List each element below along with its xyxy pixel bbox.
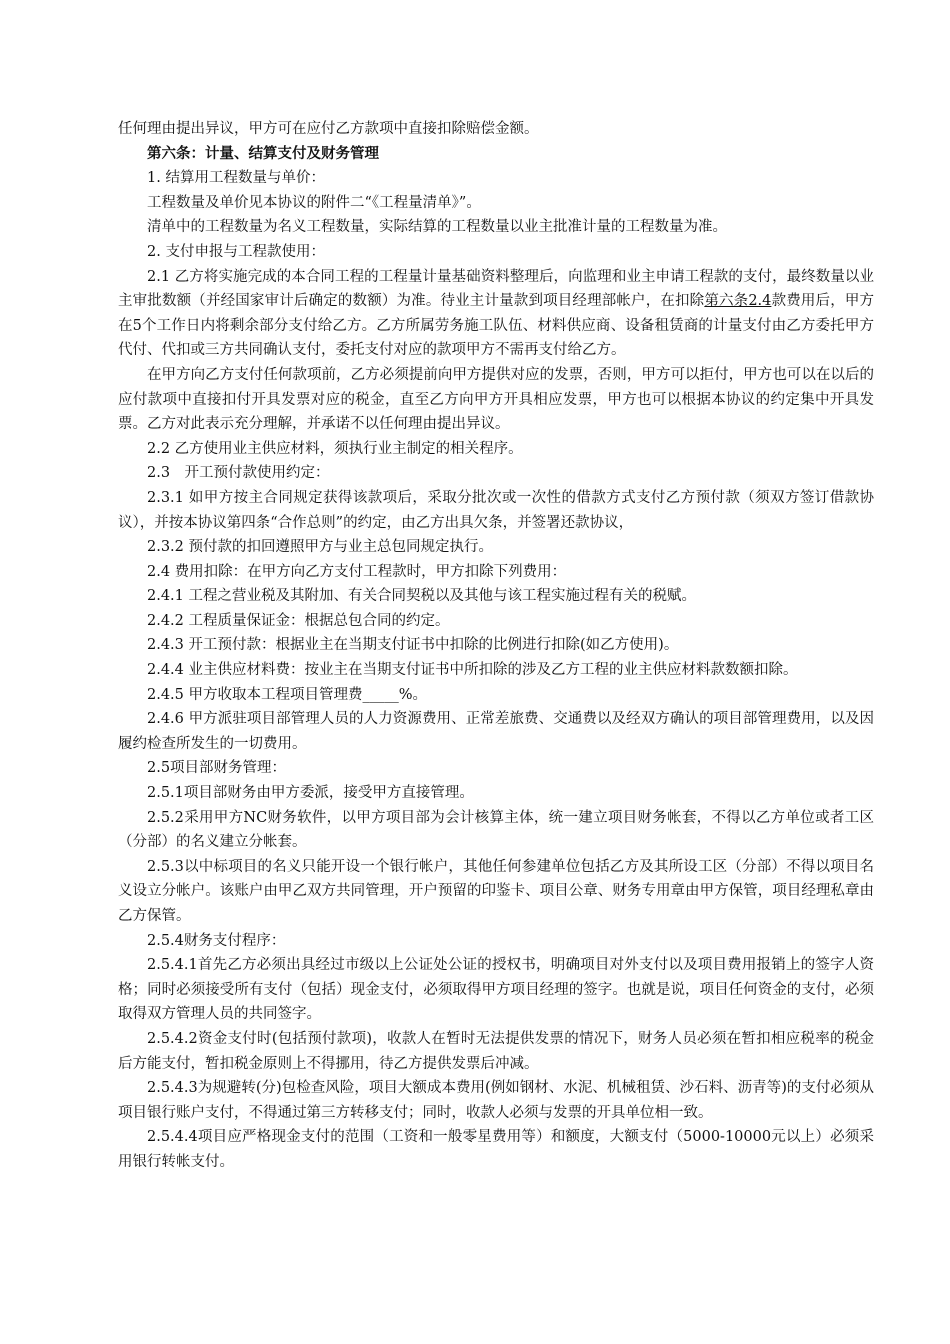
- paragraph-item: 2.4.6 甲方派驻项目部管理人员的人力资源费用、正常差旅费、交通费以及经双方确认的项目部管理费用，以及因履约检查所发生的一切费用。: [118, 711, 874, 752]
- paragraph-item: 2.5.4.3为规避转(分)包检查风险，项目大额成本费用(例如钢材、水泥、机械租赁、沙石料、沥青等)的支付必须从项目银行账户支付，不得通过第三方转移支付；同时，收款人必须与发票的开具单位相一致。: [118, 1080, 874, 1121]
- paragraph-item: 2. 支付申报与工程款使用：: [147, 243, 325, 260]
- paragraph-2-1-after: 款费用后，甲方在5个工作日内将剩余部分支付给乙方。乙方所属劳务施工队伍、材料供应商、设备租赁商的计量支付由乙方委托甲方代付、代扣或三方共同确认支付，委托支付对应的款项甲方不需再支付给乙方。: [118, 293, 875, 359]
- paragraph-item: 工程数量及单价见本协议的附件二“《工程量清单》”。: [147, 194, 481, 211]
- document-body: [118, 117, 874, 1175]
- paragraph-item: 2.4.3 开工预付款：根据业主在当期支付证书中扣除的比例进行扣除(如乙方使用)。: [147, 637, 679, 654]
- paragraph-item: 在甲方向乙方支付任何款项前，乙方必须提前向甲方提供对应的发票，否则，甲方可以拒付，甲方也可以在以后的应付款项中直接扣付开具发票对应的税金，直至乙方向甲方开具相应发票，甲方也可以根据本协议的约定集中开具发票。乙方对此表示充分理解，并承诺不以任何理由提出异议。: [118, 366, 874, 433]
- paragraph-item: 2.5.2采用甲方NC财务软件，以甲方项目部为会计核算主体，统一建立项目财务帐套，不得以乙方单位或者工区（分部）的名义建立分帐套。: [118, 809, 874, 851]
- paragraph-item: 2.4 费用扣除：在甲方向乙方支付工程款时，甲方扣除下列费用：: [147, 563, 567, 580]
- paragraph-item: 2.5项目部财务管理：: [147, 760, 287, 777]
- paragraph-item: 2.3.2 预付款的扣回遵照甲方与业主总包同规定执行。: [147, 539, 494, 556]
- paragraph-item: 2.5.1项目部财务由甲方委派，接受甲方直接管理。: [147, 785, 474, 802]
- paragraph-item: 2.4.5 甲方收取本工程项目管理费_____%。: [147, 686, 428, 703]
- paragraph-item: 2.4.1 工程之营业税及其附加、有关合同契税以及其他与该工程实施过程有关的税赋。: [147, 588, 697, 605]
- paragraph-item: 2.5.4.4项目应严格现金支付的范围（工资和一般零星费用等）和额度，大额支付（5000-10000元以上）必须采用银行转帐支付。: [118, 1129, 874, 1170]
- continuation-text: 任何理由提出异议，甲方可在应付乙方款项中直接扣除赔偿金额。: [118, 121, 539, 137]
- paragraph-2-1-before: 2.1 乙方将实施完成的本合同工程的工程量计量基础资料整理后，向监理和业主申请工程款的支付，最终数量以业主审批数额（并经国家审计后确定的数额）为准。待业主计量款到项目经理部帐户，在扣除: [118, 268, 874, 310]
- paragraph-item: 2.4.2 工程质量保证金：根据总包合同的约定。: [147, 612, 450, 629]
- paragraph-item: 2.3.1 如甲方按主合同规定获得该款项后，采取分批次或一次性的借款方式支付乙方预付款（须双方签订借款协议），并按本协议第四条“合作总则”的约定，由乙方出具欠条，并签署还款协议，: [118, 489, 874, 531]
- paragraph-item: 2.5.4财务支付程序：: [147, 932, 286, 949]
- paragraph-item: 2.5.4.1首先乙方必须出具经过市级以上公证处公证的授权书，明确项目对外支付以及项目费用报销上的签字人资格；同时必须接受所有支付（包括）现金支付，必须取得甲方项目经理的签字。也就是说，项目任何资金的支付，必须取得双方管理人员的共同签字。: [118, 957, 874, 1023]
- paragraph-2-1: [118, 265, 874, 363]
- paragraph-item: 2.3 开工预付款使用约定：: [147, 465, 330, 482]
- paragraph-item: 2.2 乙方使用业主供应材料，须执行业主制定的相关程序。: [147, 440, 523, 457]
- paragraph-item: 清单中的工程数量为名义工程数量，实际结算的工程数量以业主批准计量的工程数量为准。: [147, 219, 727, 236]
- paragraph-item: 2.5.3以中标项目的名义只能开设一个银行帐户，其他任何参建单位包括乙方及其所设工区（分部）不得以项目名义设立分帐户。该账户由甲乙双方共同管理，开户预留的印鉴卡、项目公章、财务专用章由甲方保管，项目经理私章由乙方保管。: [118, 858, 874, 924]
- clause-reference: 第六条2.4: [704, 293, 772, 310]
- section-title: 第六条：计量、结算支付及财务管理: [147, 144, 379, 162]
- paragraph-item: 1. 结算用工程数量与单价：: [147, 170, 325, 187]
- paragraph-item: 2.4.4 业主供应材料费：按业主在当期支付证书中所扣除的涉及乙方工程的业主供应材料款数额扣除。: [147, 662, 798, 679]
- paragraph-item: 2.5.4.2资金支付时(包括预付款项)，收款人在暂时无法提供发票的情况下，财务人员必须在暂扣相应税率的税金后方能支付，暂扣税金原则上不得挪用，待乙方提供发票后冲减。: [118, 1030, 874, 1072]
